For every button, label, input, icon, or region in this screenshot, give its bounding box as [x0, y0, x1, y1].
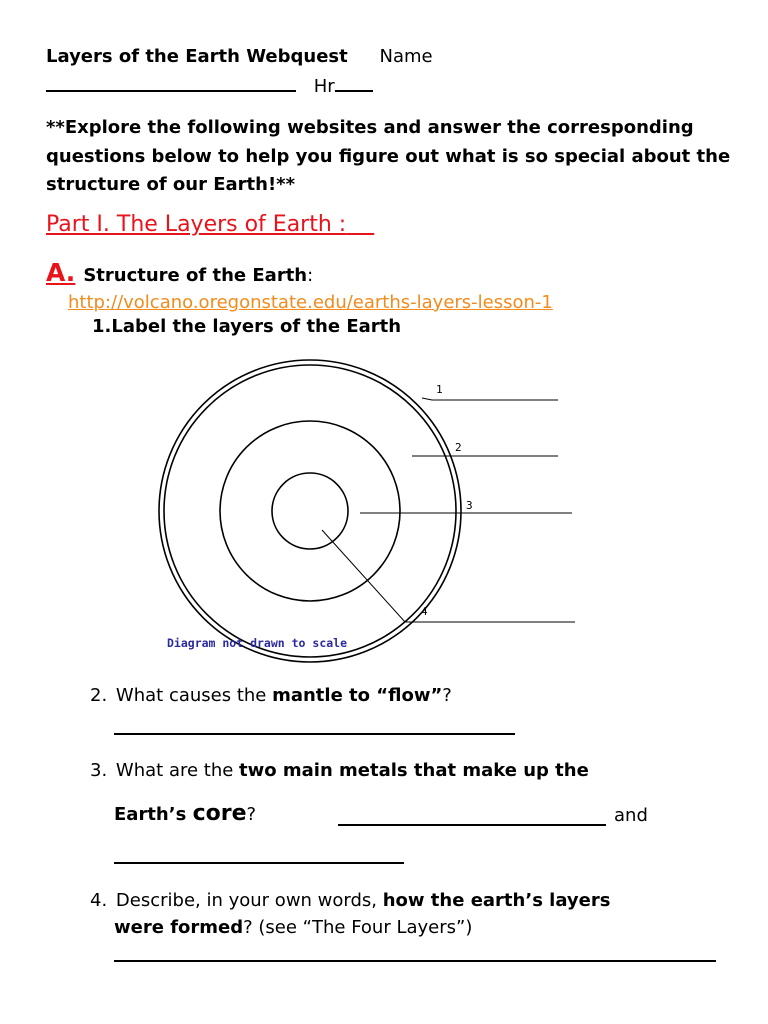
outer-core-circle — [220, 421, 400, 601]
question-3 — [90, 760, 589, 781]
q3-pre: What are the — [115, 760, 240, 781]
intro-text: **Explore the following websites and answer the corresponding questions below to help you figure out what is so special about the structure of our Earth!** — [46, 117, 731, 195]
q3-earths: Earth’s — [114, 804, 193, 825]
label-4: 4 — [421, 605, 428, 618]
q1-text: Label the layers of the Earth — [111, 316, 402, 337]
q4-bold: how the earth’s layers — [382, 890, 611, 911]
pointer-line-4 — [322, 530, 575, 622]
q3-and: and — [614, 805, 648, 826]
crust-inner-circle — [164, 365, 456, 657]
crust-outer-circle — [159, 360, 461, 662]
q4-bold-2: were formed — [114, 917, 244, 938]
q4-post: ? (see “The Four Layers”) — [243, 917, 473, 938]
q2-bold: mantle to “flow” — [272, 685, 443, 706]
q3-answer-line-2[interactable] — [114, 862, 404, 864]
inner-core-circle — [272, 473, 348, 549]
q4-line-2 — [114, 917, 472, 938]
q3-question-mark: ? — [246, 804, 257, 825]
label-3: 3 — [466, 499, 473, 512]
part-title: Part I. The Layers of Earth : — [46, 212, 347, 237]
section-title: Structure of the Earth — [83, 265, 308, 286]
q2-answer-line[interactable] — [114, 733, 515, 735]
pointer-line-1 — [422, 398, 558, 400]
q2-number: 2. — [90, 685, 108, 706]
q2-pre: What causes the — [115, 685, 273, 706]
q4-pre: Describe, in your own words, — [115, 890, 383, 911]
q3-number: 3. — [90, 760, 108, 781]
section-letter: A. — [46, 258, 76, 287]
question-2 — [90, 685, 452, 706]
name-label: Name — [379, 46, 433, 67]
q4-answer-line[interactable] — [114, 960, 716, 962]
diagram-caption: Diagram not drawn to scale — [167, 636, 348, 650]
q1-number: 1. — [92, 316, 112, 337]
label-2: 2 — [455, 441, 462, 454]
question-4 — [90, 890, 610, 911]
q2-post: ? — [442, 685, 452, 706]
q3-answer-line-1[interactable] — [338, 824, 606, 826]
q3-core: core — [192, 801, 247, 826]
reference-link[interactable]: http://volcano.oregonstate.edu/earths-layers-lesson-1 — [68, 292, 553, 313]
q3-bold: two main metals that make up the — [239, 760, 589, 781]
section-colon: : — [307, 265, 314, 286]
label-1: 1 — [436, 383, 443, 396]
title-text: Layers of the Earth Webquest — [46, 46, 348, 67]
q3-line-2 — [114, 801, 256, 826]
q4-number: 4. — [90, 890, 108, 911]
hr-label: Hr — [313, 76, 335, 97]
